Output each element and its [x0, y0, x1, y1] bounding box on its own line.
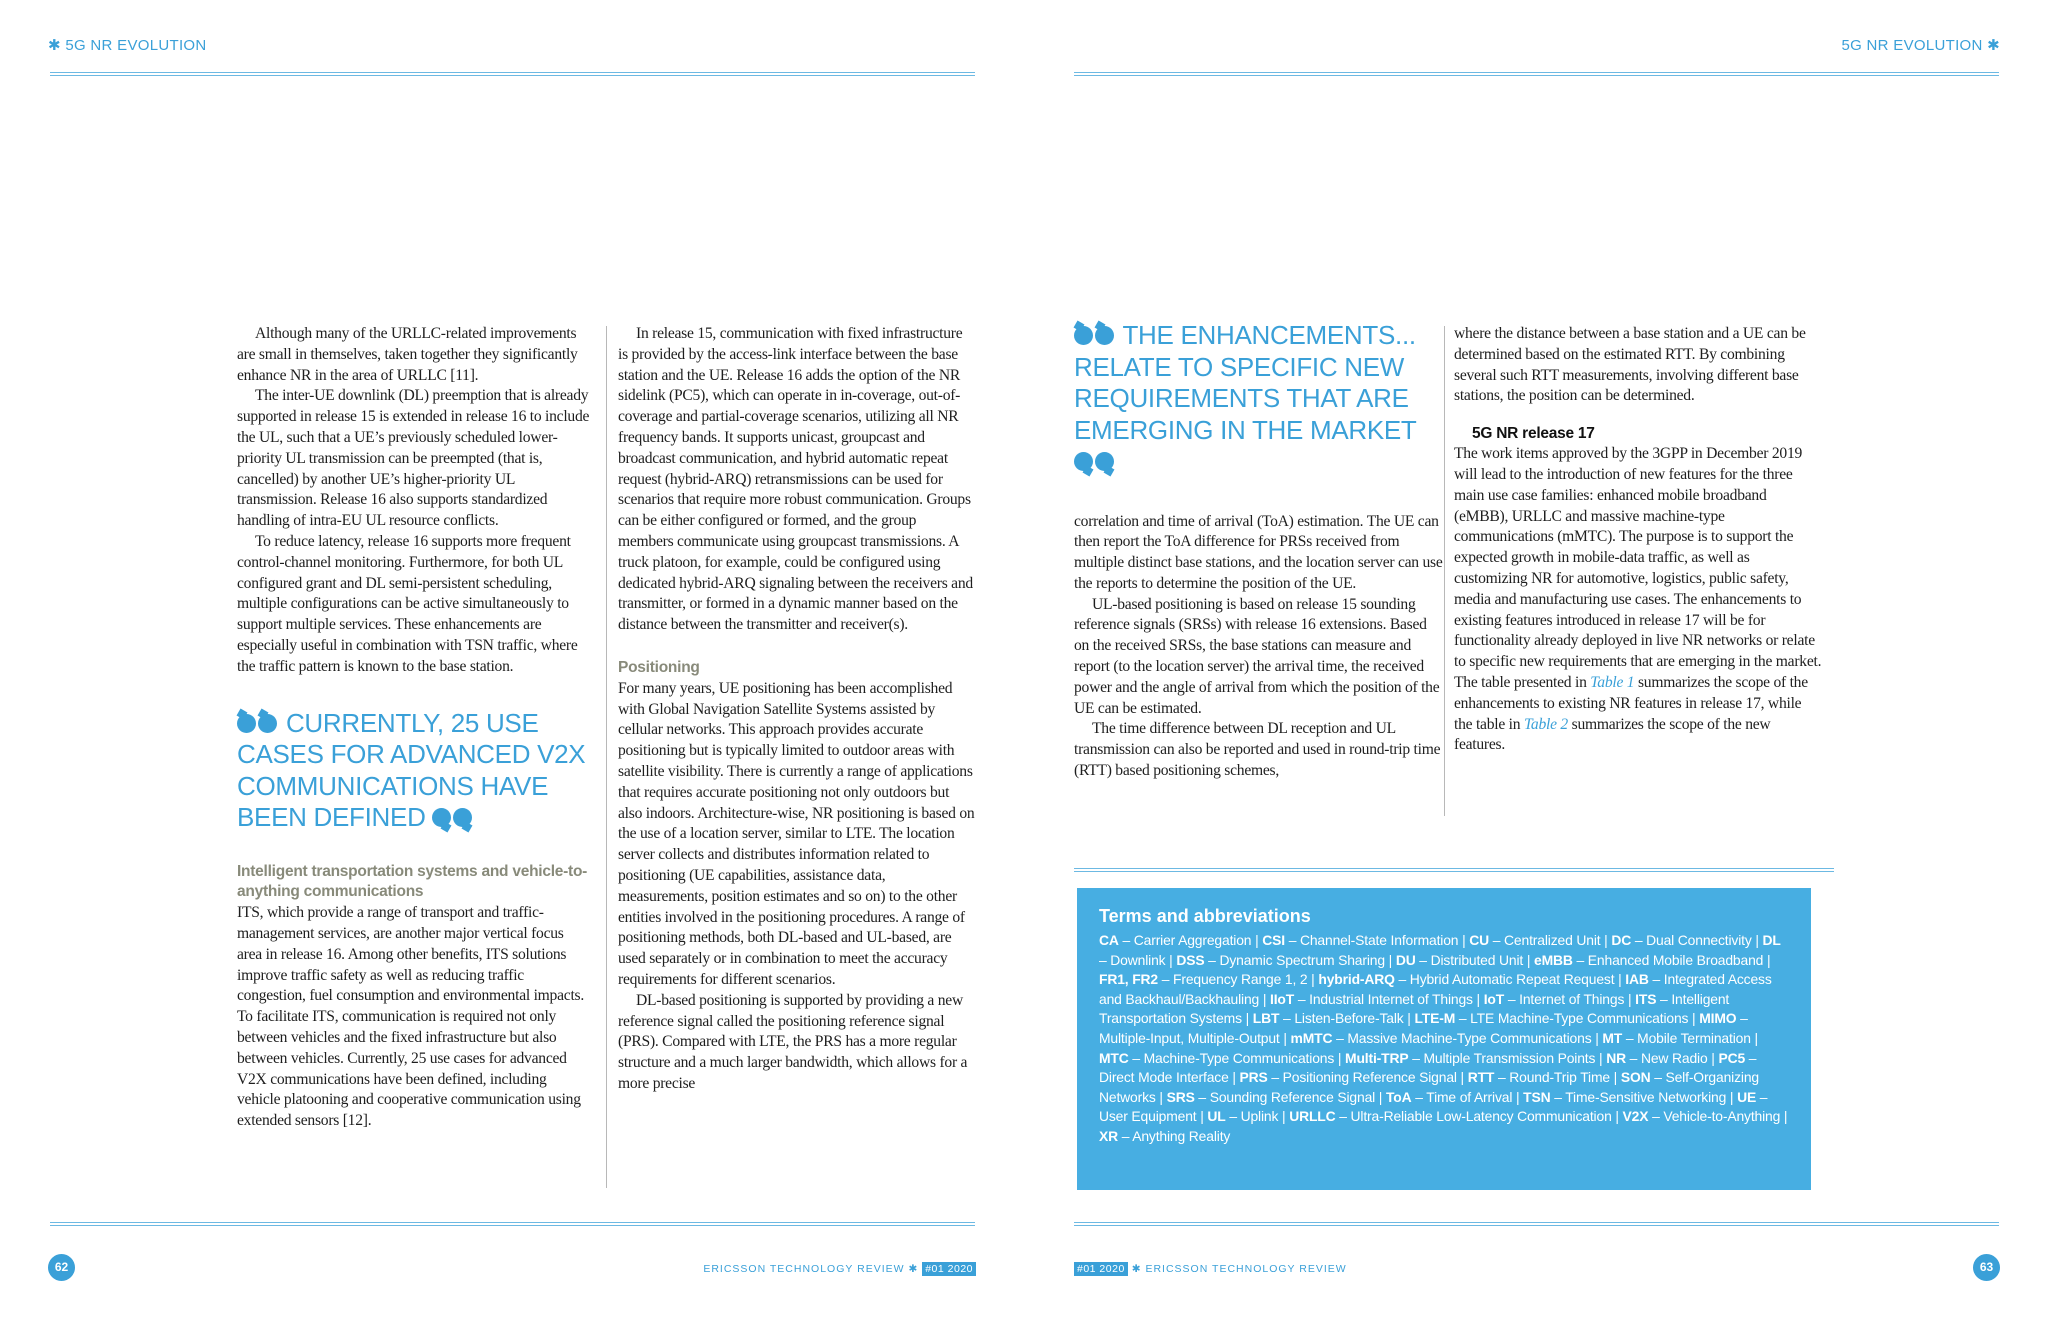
close-quote-icon	[432, 802, 474, 834]
term-definition: – LTE Machine-Type Communications	[1455, 1010, 1689, 1027]
term-definition: – Machine-Type Communications	[1128, 1049, 1335, 1066]
term-definition: – Dual Connectivity	[1631, 932, 1752, 948]
term-definition: – Intelligent Transportation Systems	[1099, 990, 1730, 1027]
footer-rule	[1074, 1222, 1999, 1223]
term-definition: – Centralized Unit	[1489, 932, 1601, 948]
term-abbr: CA	[1099, 932, 1119, 948]
term-definition: – Industrial Internet of Things	[1294, 990, 1473, 1007]
column-divider	[606, 326, 607, 1188]
term-entry	[1099, 1128, 1230, 1144]
section-label: 5G NR EVOLUTION	[1841, 37, 1983, 54]
column-divider	[1444, 326, 1445, 816]
term-abbr: RTT	[1467, 1069, 1495, 1086]
paragraph: correlation and time of arrival (ToA) estimation. The UE can then report the ToA difference for PRSs received from multiple distinct base stations, and the location server can use the reports to determine the position of the UE.	[1074, 512, 1443, 592]
term-definition: – Massive Machine-Type Communications	[1332, 1029, 1592, 1046]
term-abbr: DU	[1395, 951, 1416, 968]
paragraph: The time difference between DL reception and UL transmission can also be reported and used in round-trip time (RTT) based positioning schemes,	[1074, 720, 1441, 780]
term-abbr: FR1, FR2	[1099, 971, 1159, 988]
paragraph: where the distance between a base station and a UE can be determined based on the estimated RTT. By combining several such RTT measurements, involving different base stations, the position can be determined.	[1454, 325, 1806, 405]
right-column-1	[1074, 320, 1444, 782]
pull-quote-text: THE ENHANCEMENTS... RELATE TO SPECIFIC NEW REQUIREMENTS THAT ARE EMERGING IN THE MARKET	[1074, 320, 1417, 445]
page-number: 62	[48, 1254, 75, 1281]
term-entry	[1318, 971, 1614, 987]
term-abbr: MTC	[1099, 1049, 1129, 1066]
term-definition: – New Radio	[1625, 1049, 1708, 1066]
term-definition: – Vehicle-to-Anything	[1648, 1108, 1781, 1125]
asterisk-icon: ✱	[908, 1263, 919, 1275]
term-definition: – Dynamic Spectrum Sharing	[1204, 951, 1385, 968]
footer-rule	[50, 1222, 975, 1223]
asterisk-icon: ✱	[1131, 1263, 1142, 1275]
term-entry	[1468, 1069, 1610, 1085]
term-definition: – Positioning Reference Signal	[1267, 1069, 1457, 1086]
section-subhead: Positioning	[618, 658, 700, 676]
term-entry	[1484, 991, 1625, 1007]
term-abbr: Multi-TRP	[1345, 1049, 1409, 1066]
issue-badge: #01 2020	[922, 1262, 976, 1276]
term-entry	[1099, 1050, 1334, 1066]
term-abbr: DL	[1762, 932, 1781, 948]
term-abbr: DC	[1611, 932, 1632, 948]
term-entry	[1167, 1089, 1376, 1105]
term-definition: – Channel-State Information	[1284, 932, 1459, 948]
paragraph: The inter-UE downlink (DL) preemption that is already supported in release 15 is extended in release 16 to include the UL, such that a UE’s previously scheduled lower-priority UL transmission can be preempted (that is, cancelled) by another UE’s higher-priority UL transmission. Release 16 also supports standardized handling of intra-EU UL resource conflicts.	[237, 387, 590, 530]
term-abbr: UL	[1207, 1108, 1226, 1125]
term-abbr: LBT	[1252, 1010, 1280, 1027]
term-definition: – Direct Mode Interface	[1099, 1049, 1757, 1086]
paragraph: Although many of the URLLC-related improvements are small in themselves, taken together they significantly enhance NR in the area of URLLC [11].	[237, 325, 578, 384]
term-definition: – Time of Arrival	[1411, 1088, 1513, 1105]
term-entry	[1523, 1089, 1726, 1105]
term-abbr: IAB	[1625, 971, 1649, 988]
term-abbr: PC5	[1718, 1049, 1746, 1066]
term-definition: – Hybrid Automatic Repeat Request	[1394, 971, 1615, 988]
term-abbr: ITS	[1635, 990, 1657, 1007]
term-entry	[1240, 1069, 1457, 1085]
term-definition: – User Equipment	[1099, 1088, 1768, 1125]
term-definition: – Uplink	[1225, 1108, 1279, 1125]
table-2-link[interactable]: Table 2	[1523, 715, 1568, 733]
term-abbr: UE	[1737, 1088, 1757, 1105]
term-abbr: PRS	[1239, 1069, 1268, 1086]
term-definition: – Listen-Before-Talk	[1279, 1010, 1404, 1027]
publication-name: ERICSSON TECHNOLOGY REVIEW	[703, 1263, 905, 1275]
close-quote-icon	[1074, 446, 1116, 478]
term-abbr: hybrid-ARQ	[1318, 971, 1395, 988]
open-quote-icon	[237, 708, 279, 740]
term-entry	[1602, 1030, 1750, 1046]
pull-quote-text: CURRENTLY, 25 USE CASES FOR ADVANCED V2X COMMUNICATIONS HAVE BEEN DEFINED	[237, 707, 586, 833]
right-column-2	[1454, 324, 1822, 756]
paragraph: The work items approved by the 3GPP in December 2019 will lead to the introduction of new features for the three main use case families: enhanced mobile broadband (eMBB), URLLC and massive machine-type communications (mMTC). The purpose is to support the expected growth in mobile-data traffic, as well as customizing NR for automotive, logistics, public safety, media and manufacturing use cases. The enhancements to existing features introduced in release 17 will be for functionality already deployed in live NR networks or relate to specific new requirements that are emerging in the market.	[1454, 445, 1822, 671]
term-entry	[1345, 1050, 1595, 1066]
term-abbr: CU	[1469, 932, 1490, 948]
term-entry	[1396, 952, 1523, 968]
term-definition: – Round-Trip Time	[1494, 1069, 1610, 1086]
term-definition: – Carrier Aggregation	[1118, 932, 1252, 948]
term-abbr: MT	[1602, 1029, 1623, 1046]
footer-label	[703, 1263, 976, 1275]
term-definition: – Frequency Range 1, 2	[1158, 971, 1308, 988]
term-definition: – Mobile Termination	[1622, 1029, 1751, 1046]
term-entry	[1534, 952, 1763, 968]
term-definition: – Time-Sensitive Networking	[1550, 1088, 1727, 1105]
section-label: 5G NR EVOLUTION	[65, 37, 207, 54]
term-abbr: CSI	[1262, 932, 1285, 948]
term-entry	[1262, 932, 1458, 948]
open-quote-icon	[1074, 320, 1116, 352]
term-definition: – Enhanced Mobile Broadband	[1572, 951, 1764, 968]
term-entry	[1469, 932, 1600, 948]
publication-name: ERICSSON TECHNOLOGY REVIEW	[1145, 1263, 1347, 1275]
term-abbr: SON	[1620, 1069, 1651, 1086]
term-entry	[1270, 991, 1473, 1007]
term-entry	[1207, 1108, 1278, 1124]
footer-label	[1074, 1263, 1347, 1275]
term-abbr: NR	[1606, 1049, 1626, 1066]
term-definition: – Self-Organizing Networks	[1099, 1069, 1759, 1105]
term-entry	[1414, 1010, 1688, 1026]
term-abbr: LTE-M	[1414, 1010, 1456, 1027]
term-entry	[1606, 1050, 1707, 1066]
term-abbr: DSS	[1176, 951, 1205, 968]
term-abbr: URLLC	[1289, 1108, 1336, 1125]
term-definition: – Multiple Transmission Points	[1408, 1049, 1596, 1066]
term-entry	[1176, 952, 1385, 968]
term-abbr: SRS	[1166, 1088, 1195, 1105]
paragraph: For many years, UE positioning has been accomplished with Global Navigation Satellite Systems assisted by cellular networks. This approach provides accurate positioning but is typically limited to outdoor areas with satellite visibility. There is currently a range of applications that requires accurate positioning not only outdoors but also indoors. Architecture-wise, NR positioning is based on the use of a location server, similar to LTE. The location server collects and distributes information related to positioning (UE capabilities, assistance data, measurements, position estimates and so on) to the other entities involved in the positioning procedures. A range of positioning methods, both DL-based and UL-based, are used separately or in combination to meet the accuracy requirements for different scenarios.	[618, 679, 975, 988]
paragraph: DL-based positioning is supported by providing a new reference signal called the positioning reference signal (PRS). Compared with LTE, the PRS has a more regular structure and a much larger bandwidth, which allows for a more precise	[618, 991, 968, 1092]
section-subhead: 5G NR release 17	[1472, 425, 1595, 443]
pull-quote	[237, 708, 592, 834]
terms-rule	[1074, 868, 1834, 869]
term-entry	[1289, 1108, 1611, 1124]
term-definition: – Anything Reality	[1118, 1127, 1231, 1144]
term-abbr: V2X	[1622, 1108, 1649, 1125]
term-abbr: IIoT	[1270, 990, 1295, 1007]
left-column-2	[618, 324, 975, 1095]
term-entry	[1253, 1010, 1404, 1026]
term-entry	[1291, 1030, 1592, 1046]
header-rule	[50, 72, 975, 73]
term-entry	[1099, 932, 1251, 948]
term-definition: – Sounding Reference Signal	[1194, 1088, 1376, 1105]
term-abbr: TSN	[1523, 1088, 1551, 1105]
asterisk-icon: ✱	[48, 37, 61, 54]
term-definition: – Internet of Things	[1504, 990, 1625, 1007]
paragraph: UL-based positioning is based on release 15 sounding reference signals (SRSs) with release 16 extensions. Based on the received SRSs, the base stations can measure and report (to the location server) the arrival time, the received power and the angle of arrival from which the position of the UE can be estimated.	[1074, 595, 1440, 717]
term-abbr: ToA	[1385, 1088, 1412, 1105]
asterisk-icon: ✱	[1987, 37, 2000, 54]
term-entry	[1386, 1089, 1512, 1105]
page-number: 63	[1973, 1254, 2000, 1281]
term-entry	[1611, 932, 1751, 948]
term-definition: – Downlink	[1099, 951, 1166, 968]
paragraph: To reduce latency, release 16 supports more frequent control-channel monitoring. Furthermore, for both UL configured grant and DL semi-persistent scheduling, multiple configurations can be active simultaneously to support multiple services. These enhancements are especially useful in combination with TSN traffic, where the traffic pattern is known to the base station.	[237, 532, 578, 675]
terms-list: CA – Carrier Aggregation | CSI – Channel-State Information | CU – Centralized Unit | DC – Dual Connectivity | DL – Downlink | DSS – Dynamic Spectrum Sharing | DU – Distributed Unit | eMBB – Enhanced Mobile Broadband | FR1, FR2 – Frequency Range 1, 2 | hybrid-ARQ – Hybrid Automatic Repeat Request | IAB – Integrated Access and Backhaul/Backhauling | IIoT – Industrial Internet of Things | IoT – Internet of Things | ITS – Intelligent Transportation Systems | LBT – Listen-Before-Talk | LTE-M – LTE Machine-Type Communications | MIMO – Multiple-Input, Multiple-Output | mMTC – Massive Machine-Type Communications | MT – Mobile Termination | MTC – Machine-Type Communications | Multi-TRP – Multiple Transmission Points | NR – New Radio | PC5 – Direct Mode Interface | PRS – Positioning Reference Signal | RTT – Round-Trip Time | SON – Self-Organizing Networks | SRS – Sounding Reference Signal | ToA – Time of Arrival | TSN – Time-Sensitive Networking | UE – User Equipment | UL – Uplink | URLLC – Ultra-Reliable Low-Latency Communication | V2X – Vehicle-to-Anything | XR – Anything Reality	[1099, 932, 1788, 1144]
section-subhead: Intelligent transportation systems and vehicle-to-anything communications	[237, 862, 588, 901]
table-1-link[interactable]: Table 1	[1590, 673, 1635, 691]
term-definition: – Distributed Unit	[1415, 951, 1524, 968]
issue-badge: #01 2020	[1074, 1262, 1128, 1276]
terms-box	[1077, 888, 1811, 1190]
term-abbr: eMBB	[1534, 951, 1573, 968]
term-entry	[1623, 1108, 1781, 1124]
section-header	[1841, 36, 2000, 54]
term-entry	[1099, 971, 1307, 987]
pull-quote	[1074, 320, 1444, 478]
term-abbr: MIMO	[1699, 1010, 1737, 1027]
term-definition: – Multiple-Input, Multiple-Output	[1099, 1010, 1748, 1046]
paragraph: In release 15, communication with fixed infrastructure is provided by the access-link interface between the base station and the UE. Release 16 adds the option of the NR sidelink (PC5), which can operate in in-coverage, out-of-coverage and partial-coverage scenarios, utilizing all NR frequency bands. It supports unicast, groupcast and broadcast communication, and hybrid automatic repeat request (hybrid-ARQ) retransmissions can be used for scenarios that require more robust communication. Groups can be either configured or formed, and the group members communicate using groupcast transmissions. A truck platoon, for example, could be configured using dedicated hybrid-ARQ signaling between the receivers and transmitter, or formed in a dynamic manner based on the distance between the transmitter and receiver(s).	[618, 325, 973, 634]
section-header	[48, 36, 207, 54]
terms-title: Terms and abbreviations	[1099, 906, 1311, 926]
paragraph: The table presented in Table 1 summarizes the scope of the enhancements to existing NR features in release 17, while the table in Table 2 summarizes the scope of the new features.	[1454, 673, 1808, 754]
header-rule	[1074, 72, 1999, 73]
term-abbr: mMTC	[1290, 1029, 1333, 1046]
term-abbr: XR	[1099, 1127, 1118, 1144]
term-definition: – Integrated Access and Backhaul/Backhauling	[1099, 971, 1772, 1007]
paragraph: ITS, which provide a range of transport and traffic-management services, are another major vertical focus area in release 16. Among other benefits, ITS solutions improve traffic safety as well as reducing traffic congestion, fuel consumption and environmental impacts. To facilitate ITS, communication is required not only between vehicles and the fixed infrastructure but also between vehicles. Currently, 25 use cases for advanced V2X communications have been defined, including vehicle platooning and cooperative communication using extended sensors [12].	[237, 904, 584, 1130]
left-column-1	[237, 324, 592, 1132]
term-abbr: IoT	[1483, 990, 1505, 1007]
term-definition: – Ultra-Reliable Low-Latency Communication	[1335, 1108, 1612, 1125]
